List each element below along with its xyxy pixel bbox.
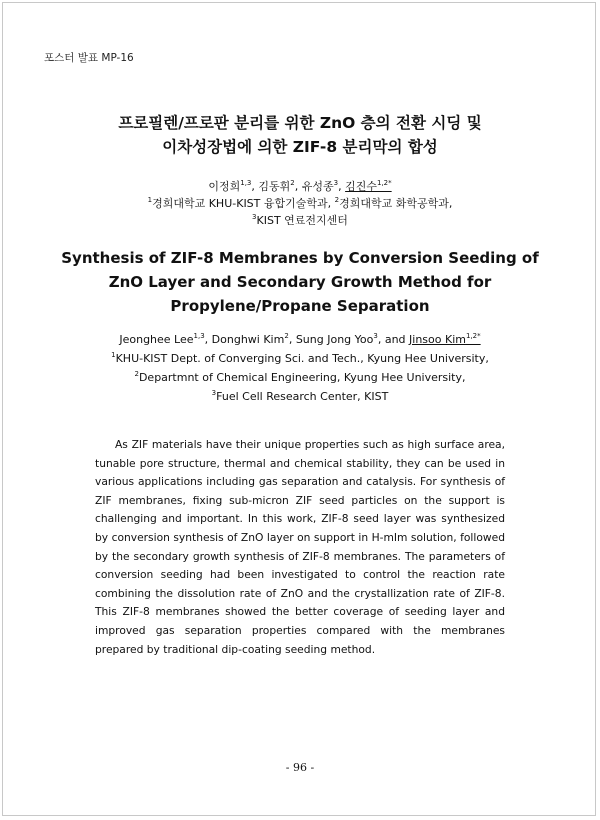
english-title-line-1: Synthesis of ZIF-8 Membranes by Conversion Seeding of — [61, 249, 539, 267]
affil-text: 경희대학교 KHU-KIST 융합기술학과, — [152, 197, 335, 210]
affil-text: Departmnt of Chemical Engineering, Kyung Hee University, — [138, 371, 466, 384]
english-title — [60, 246, 540, 318]
korean-title-line-2: 이차성장법에 의한 ZIF-8 분리막의 합성 — [162, 138, 438, 156]
korean-title — [60, 111, 540, 159]
author-name: Jeonghee Lee — [119, 333, 194, 346]
korean-authors-block — [60, 178, 540, 229]
author-sep: , — [294, 180, 302, 193]
author-name: 이정희 — [208, 180, 241, 193]
english-author-list — [60, 330, 540, 349]
korean-affiliation-line — [60, 212, 540, 229]
author-sep: , — [288, 333, 296, 346]
affil-sup: 3 — [252, 213, 257, 221]
affil-text: 경희대학교 화학공학과, — [339, 197, 453, 210]
korean-title-line-1: 프로필렌/프로판 분리를 위한 ZnO 층의 전환 시딩 및 — [118, 114, 482, 132]
affil-text: KIST 연료전지센터 — [256, 214, 348, 227]
author-sup: 1,2* — [377, 179, 392, 187]
korean-affiliation-line — [60, 195, 540, 212]
author-name: 김동휘 — [258, 180, 291, 193]
author-sup: 3 — [333, 179, 339, 187]
author-sup: 3 — [373, 332, 378, 340]
author-name: Jinsoo Kim — [409, 333, 466, 346]
english-affiliation-line — [60, 368, 540, 387]
author-sep: , — [251, 180, 259, 193]
english-affiliation-line — [60, 349, 540, 368]
corresponding-author — [345, 180, 392, 193]
author-name: 김진수 — [345, 180, 377, 193]
english-title-line-2: ZnO Layer and Secondary Growth Method for — [108, 273, 492, 291]
author-sup: 1,2* — [465, 332, 481, 340]
author-sup: 2 — [290, 179, 295, 187]
affil-sup: 2 — [134, 370, 139, 378]
affil-sup: 1 — [147, 196, 153, 204]
affil-text: Fuel Cell Research Center, KIST — [216, 390, 389, 403]
author-name: Donghwi Kim — [211, 333, 285, 346]
author-sup: 2 — [284, 332, 289, 340]
abstract-paragraph: As ZIF materials have their unique properties such as high surface area, tunable pore structure, thermal and chemical stability, they can be used in various applications including gas separation and catalysis. For synthesis of ZIF membranes, fixing sub-micron ZIF seed particles on the support is challenging and important. In this work, ZIF-8 seed layer was synthesized by conversion synthesis of ZnO layer on support in H-mIm solution, followed by the secondary growth synthesis of ZIF-8 membranes. The parameters of conversion seeding had been investigated to control the reaction rate combining the dissolution rate of ZnO and the crystallization rate of ZIF-8. This ZIF-8 membranes showed the better coverage of seeding layer and improved gas separation properties compared with the membranes prepared by traditional dip-coating seeding method. — [95, 438, 505, 656]
korean-author-list — [60, 178, 540, 195]
page-number: - 96 - — [285, 761, 315, 774]
author-name: 유성종 — [301, 180, 334, 193]
english-authors-block — [60, 330, 540, 406]
session-label: 포스터 발표 MP-16 — [44, 52, 134, 64]
author-sep: , — [338, 180, 346, 193]
affil-sup: 2 — [334, 196, 340, 204]
corresponding-author — [409, 333, 481, 346]
english-affiliation-line — [60, 387, 540, 406]
affil-text: KHU-KIST Dept. of Converging Sci. and Tech., Kyung Hee University, — [115, 352, 489, 365]
author-sup: 1,3 — [240, 179, 252, 187]
affil-sup: 3 — [211, 389, 217, 397]
author-sup: 1,3 — [193, 332, 205, 340]
author-sep: , — [204, 333, 212, 346]
author-name: Sung Jong Yoo — [295, 333, 374, 346]
affil-sup: 1 — [111, 351, 116, 359]
english-title-line-3: Propylene/Propane Separation — [170, 297, 430, 315]
author-sep: , and — [377, 333, 410, 346]
